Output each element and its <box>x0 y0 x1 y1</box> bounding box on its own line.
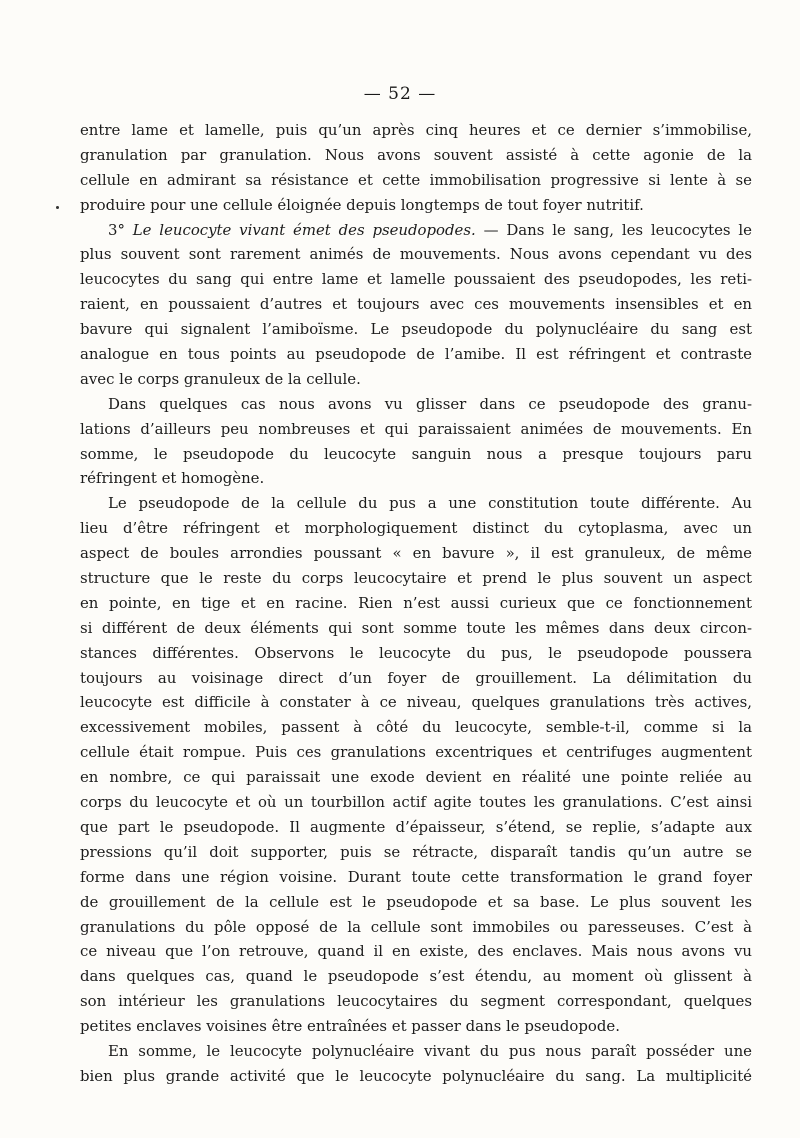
text-line <box>80 267 752 292</box>
line-text: cellule était rompue. Puis ces granulations excentriques et centrifuges augmentent <box>80 743 752 762</box>
text-line <box>80 989 752 1014</box>
line-text: forme dans une région voisine. Durant toute cette transformation le grand foyer <box>80 867 752 886</box>
text-line <box>80 641 752 666</box>
text-line <box>80 666 752 691</box>
text-line <box>80 890 752 915</box>
line-text: lieu d’être réfringent et morphologiquement distinct du cytoplasma, avec un <box>80 519 752 538</box>
line-text: structure que le reste du corps leucocytaire et prend le plus souvent un aspect <box>80 569 752 588</box>
text-line <box>80 964 752 989</box>
section-number: 3° <box>108 220 133 239</box>
line-text: pressions qu’il doit supporter, puis se rétracte, disparaît tandis qu’un autre se <box>80 842 752 861</box>
text-line <box>80 1014 752 1039</box>
line-text: Dans quelques cas nous avons vu glisser dans ce pseudopode des granu- <box>108 394 752 413</box>
margin-mark <box>56 206 59 209</box>
text-line <box>80 292 752 317</box>
text-line <box>80 218 752 243</box>
line-text: aspect de boules arrondies poussant « en bavure », il est granuleux, de même <box>80 544 752 563</box>
section-title: Le leucocyte vivant émet des pseudopodes. <box>132 220 476 239</box>
line-text: corps du leucocyte et où un tourbillon actif agite toutes les granulations. C’est ainsi <box>80 793 752 812</box>
text-line <box>80 790 752 815</box>
text-line <box>80 143 752 168</box>
line-text: leucocyte est difficile à constater à ce niveau, quelques granulations très actives, <box>80 693 752 712</box>
text-line <box>80 516 752 541</box>
line-text: ce niveau que l’on retrouve, quand il en existe, des enclaves. Mais nous avons vu <box>80 942 752 961</box>
text-line <box>80 118 752 143</box>
text-line <box>80 740 752 765</box>
text-line <box>80 566 752 591</box>
line-text: si différent de deux éléments qui sont somme toute les mêmes dans deux circon- <box>80 618 752 637</box>
line-text: de grouillement de la cellule est le pseudopode et sa base. Le plus souvent les <box>80 892 752 911</box>
line-text: Le pseudopode de la cellule du pus a une constitution toute différente. Au <box>108 494 752 513</box>
line-text: toujours au voisinage direct d’un foyer de grouillement. La délimitation du <box>80 668 752 687</box>
text-line <box>80 591 752 616</box>
text-line <box>80 1039 752 1064</box>
text-line <box>80 392 752 417</box>
text-line <box>80 367 752 392</box>
text-line <box>80 1064 752 1089</box>
line-text: en pointe, en tige et en racine. Rien n’est aussi curieux que ce fonctionnement <box>80 593 752 612</box>
line-text: bien plus grande activité que le leucocyte polynucléaire du sang. La multiplicité <box>80 1066 752 1085</box>
text-line <box>80 491 752 516</box>
line-text: produire pour une cellule éloignée depuis longtemps de tout foyer nutritif. <box>80 195 644 214</box>
line-text: somme, le pseudopode du leucocyte sanguin nous a presque toujours paru <box>80 444 752 463</box>
text-line <box>80 466 752 491</box>
line-text: En somme, le leucocyte polynucléaire vivant du pus nous paraît posséder une <box>108 1041 752 1060</box>
line-text: réfringent et homogène. <box>80 469 265 488</box>
text-line <box>80 865 752 890</box>
line-text: bavure qui signalent l’amiboïsme. Le pseudopode du polynucléaire du sang est <box>80 320 752 339</box>
text-line <box>80 915 752 940</box>
body-text <box>80 118 752 1089</box>
line-text: analogue en tous points au pseudopode de l’amibe. Il est réfringent et contraste <box>80 345 752 364</box>
text-line <box>80 417 752 442</box>
text-line <box>80 840 752 865</box>
text-line <box>80 715 752 740</box>
text-line <box>80 168 752 193</box>
page-number: — 52 — <box>363 84 437 104</box>
text-line <box>80 242 752 267</box>
line-text: raient, en poussaient d’autres et toujours avec ces mouvements insensibles et en <box>80 295 752 314</box>
text-line <box>80 616 752 641</box>
text-line <box>80 193 752 218</box>
text-line <box>80 939 752 964</box>
line-text: plus souvent sont rarement animés de mouvements. Nous avons cependant vu des <box>80 245 752 264</box>
line-text: leucocytes du sang qui entre lame et lamelle poussaient des pseudopodes, les reti- <box>80 270 752 289</box>
line-text: que part le pseudopode. Il augmente d’épaisseur, s’étend, se replie, s’adapte aux <box>80 817 752 836</box>
line-text: stances différentes. Observons le leucocyte du pus, le pseudopode poussera <box>80 643 752 662</box>
line-text: entre lame et lamelle, puis qu’un après cinq heures et ce dernier s’immobilise, <box>80 121 752 139</box>
line-text: granulation par granulation. Nous avons souvent assisté à cette agonie de la <box>80 145 752 164</box>
line-text: son intérieur les granulations leucocytaires du segment correspondant, quelques <box>80 992 752 1011</box>
line-text: cellule en admirant sa résistance et cette immobilisation progressive si lente à se <box>80 170 752 189</box>
text-line <box>80 815 752 840</box>
text-line <box>80 342 752 367</box>
line-text: granulations du pôle opposé de la cellule sont immobiles ou paresseuses. C’est à <box>80 917 752 936</box>
line-text: en nombre, ce qui paraissait une exode devient en réalité une pointe reliée au <box>80 768 752 787</box>
line-text: lations d’ailleurs peu nombreuses et qui paraissaient animées de mouvements. En <box>80 419 752 438</box>
text-line <box>80 541 752 566</box>
line-text: excessivement mobiles, passent à côté du leucocyte, semble-t-il, comme si la <box>80 718 752 737</box>
text-line <box>80 765 752 790</box>
line-text: avec le corps granuleux de la cellule. <box>80 369 361 388</box>
text-line <box>80 442 752 467</box>
line-text: dans quelques cas, quand le pseudopode s’est étendu, au moment où glissent à <box>80 967 752 986</box>
text-line <box>80 317 752 342</box>
line-text: petites enclaves voisines être entraînées et passer dans le pseudopode. <box>80 1017 620 1036</box>
text-line <box>80 690 752 715</box>
line-text: — Dans le sang, les leucocytes le <box>475 220 752 239</box>
